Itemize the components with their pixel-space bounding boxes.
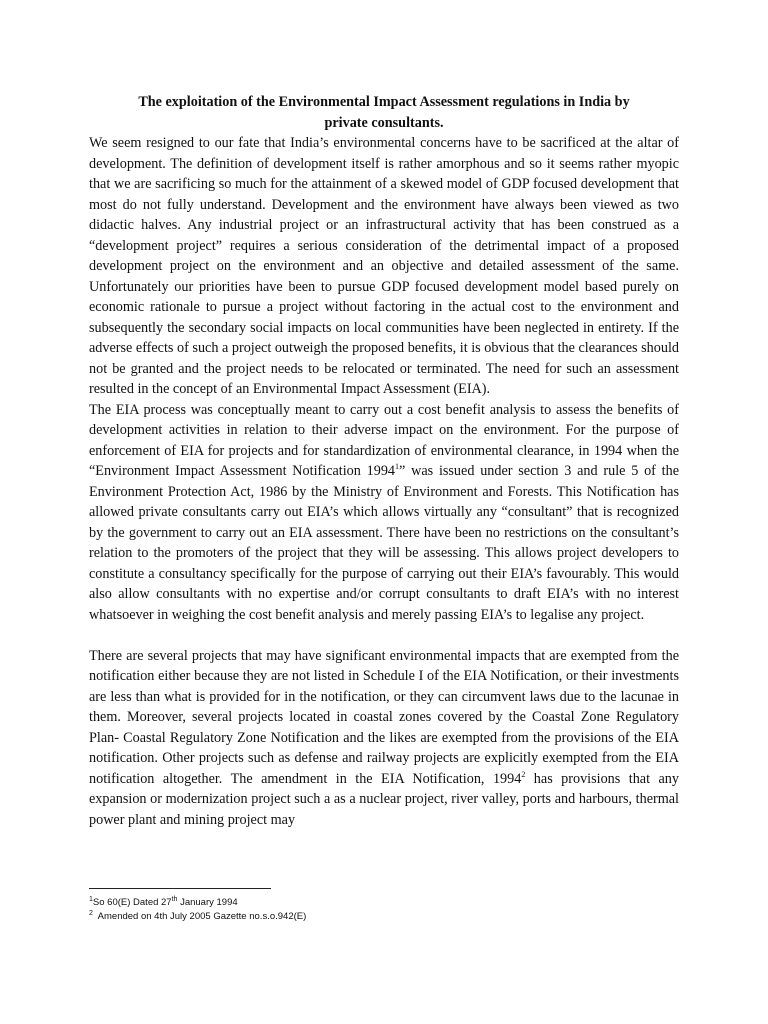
footnotes xyxy=(89,896,306,924)
footnote-1-ordinal: th xyxy=(171,896,178,903)
title-line-1: The exploitation of the Environmental Impact Assessment regulations in India by xyxy=(138,94,630,110)
footnote-separator xyxy=(89,888,271,889)
footnote-1-text-a: So 60(E) Dated 27 xyxy=(92,897,172,908)
paragraph-1: We seem resigned to our fate that India’s environmental concerns have to be sacrificed at the altar of development. The definition of development itself is rather amorphous and so it seems rather myopic that we are sacrificing so much for the attainment of a skewed model of GDP focused development that most do not fully understand. Development and the environment have always been viewed as two didactic halves. Any industrial project or an infrastructural activity that has been construed as a “development project” requires a serious consideration of the detrimental impact of a proposed development project on the environment and an objective and detailed assessment of the same. Unfortunately our priorities have been to pursue GDP focused development model based purely on economic rationale to pursue a project without factoring in the actual cost to the environment and subsequently the secondary social impacts on local communities have been neglected in entirety. If the adverse effects of such a project outweigh the proposed benefits, it is obvious that the clearances should not be granted and the project needs to be relocated or terminated. The need for such an assessment resulted in the concept of an Environmental Impact Assessment (EIA). xyxy=(89,135,679,397)
paragraph-3-text-b: has provisions that any expansion or modernization project such a as a nuclear project, river valley, ports and harbours, thermal power plant and mining project may xyxy=(89,770,679,828)
paragraph-3 xyxy=(89,646,679,831)
footnote-2-mark: 2 xyxy=(89,910,93,917)
paragraph-3-text-a: There are several projects that may have significant environmental impacts that are exempted from the notification either because they are not listed in Schedule I of the EIA Notification, or their investments are less than what is provided for in the notification, or they can circumvent laws due to the lacunae in them. Moreover, several projects located in coastal zones covered by the Coastal Zone Regulatory Plan- Coastal Regulatory Zone Notification and the likes are exempted from the provisions of the EIA notification. Other projects such as defense and railway projects are explicitly exempted from the EIA notification altogether. The amendment in the EIA Notification, 1994 xyxy=(89,647,679,787)
footnote-ref-2: 2 xyxy=(521,769,526,779)
paragraph-2 xyxy=(89,400,679,626)
paragraph-2-text-a: The EIA process was conceptually meant to carry out a cost benefit analysis to assess the benefits of development activities in relation to their adverse impact on the environment. For the purpose of enforcement of EIA for projects and for standardization of environmental clearance, in 1994 when the “Environment Impact Assessment Notification 1994 xyxy=(89,401,679,479)
footnote-ref-1: 1 xyxy=(395,462,400,471)
document-title xyxy=(89,92,679,133)
footnote-2 xyxy=(89,910,306,924)
footnote-1 xyxy=(89,896,306,910)
paragraph-2-text-b: ” was issued under section 3 and rule 5 of the Environment Protection Act, 1986 by the Ministry of Environment and Forests. This Notification has allowed private consultants carry out EIA’s which allows virtually any “consultant” that is recognized by the government to carry out an EIA assessment. There have been no restrictions on the consultant’s relation to the promoters of the project that they will be assessing. This allows project developers to constitute a consultancy specifically for the purpose of carrying out their EIA’s favourably. This would also allow consultants with no expertise and/or corrupt consultants to draft EIA’s with no interest whatsoever in weighing the cost benefit analysis and merely passing EIA’s to legalise any project. xyxy=(89,463,680,623)
paragraph-spacer xyxy=(89,625,679,646)
footnote-2-text: Amended on 4th July 2005 Gazette no.s.o.942(E) xyxy=(92,911,307,922)
footnote-1-text-b: January 1994 xyxy=(177,897,238,908)
footnote-1-mark: 1 xyxy=(89,896,93,903)
title-line-2: private consultants. xyxy=(324,114,444,131)
